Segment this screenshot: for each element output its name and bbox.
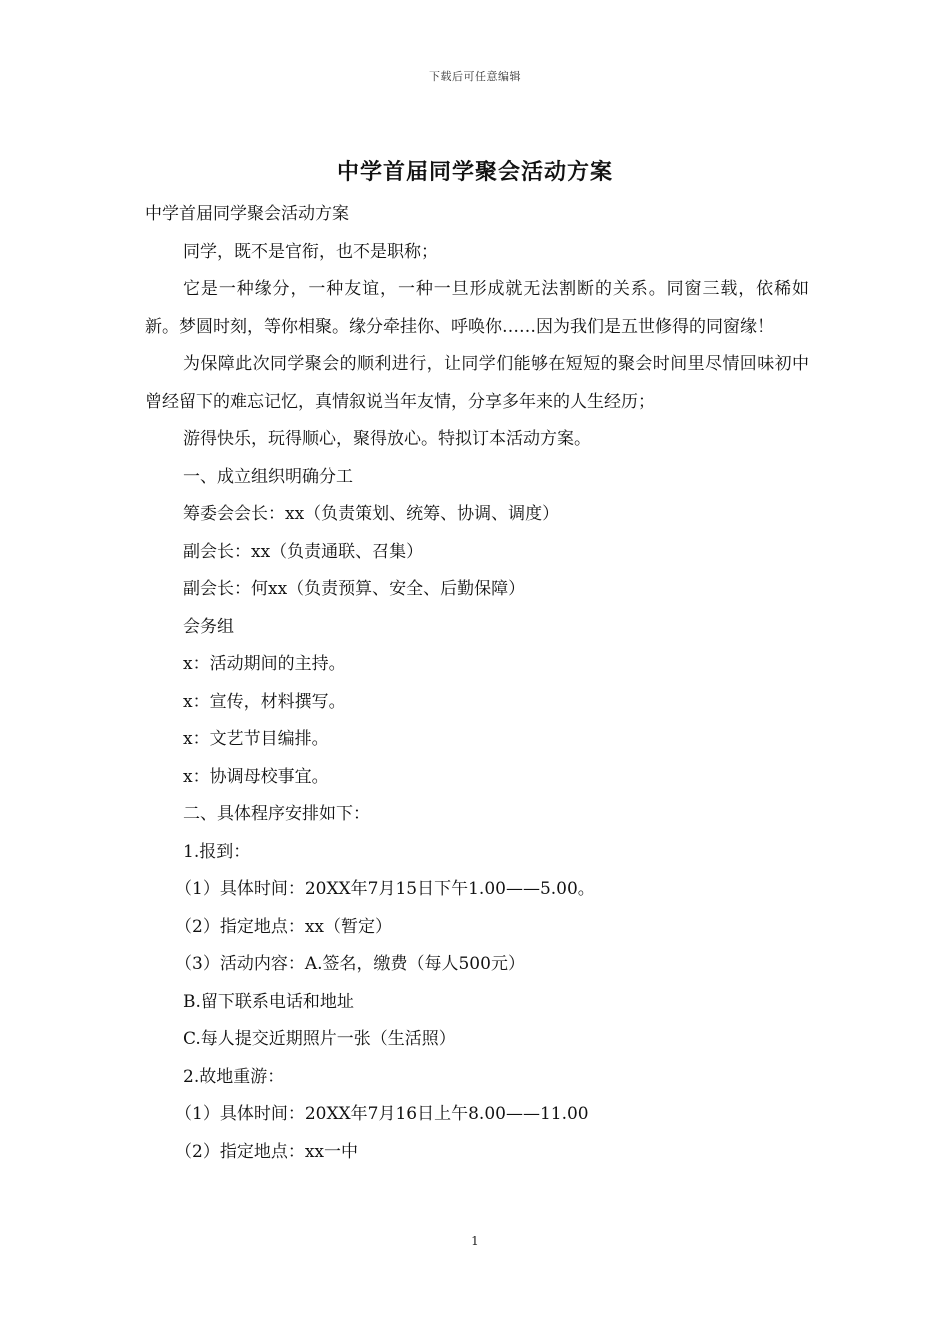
item-1-place: （2）指定地点：xx（暂定） <box>175 916 392 937</box>
paragraph-4: 游得快乐，玩得顺心，聚得放心。特拟订本活动方案。 <box>183 429 591 449</box>
document-subtitle: 中学首届同学聚会活动方案 <box>145 204 349 224</box>
task-item: x：协调母校事宜。 <box>183 766 329 787</box>
section-1-heading: 一、成立组织明确分工 <box>183 466 353 487</box>
document-body <box>145 196 809 1171</box>
paragraph-1: 同学，既不是官衔，也不是职称； <box>183 241 438 262</box>
affairs-group-label: 会务组 <box>183 616 234 637</box>
committee-chair: 筹委会会长：xx（负责策划、统筹、协调、调度） <box>183 504 560 524</box>
vice-chair-1: 副会长：xx（负责通联、召集） <box>183 541 424 562</box>
paragraph-3: 为保障此次同学聚会的顺利进行，让同学们能够在短短的聚会时间里尽情回味初中曾经留下的难忘记忆，真情叙说当年友情，分享多年来的人生经历； <box>145 354 809 412</box>
item-1-label: 1.报到： <box>183 841 251 862</box>
item-1-sub-c: C.每人提交近期照片一张（生活照） <box>183 1029 456 1049</box>
header-note: 下载后可任意编辑 <box>429 70 521 83</box>
item-2-label: 2.故地重游： <box>183 1066 285 1087</box>
section-2-heading: 二、具体程序安排如下： <box>183 804 370 824</box>
task-item: x：活动期间的主持。 <box>183 654 346 674</box>
document-title: 中学首届同学聚会活动方案 <box>336 159 613 185</box>
item-1-content: （3）活动内容：A.签名，缴费（每人500元） <box>175 954 525 974</box>
item-2-place: （2）指定地点：xx一中 <box>175 1141 358 1162</box>
item-1-time: （1）具体时间：20XX年7月15日下午1.00——5.00。 <box>175 879 595 899</box>
paragraph-2: 它是一种缘分，一种友谊，一种一旦形成就无法割断的关系。同窗三载，依稀如新。梦圆时刻，等你相聚。缘分牵挂你、呼唤你……因为我们是五世修得的同窗缘！ <box>145 279 809 337</box>
page-number: 1 <box>471 1234 479 1248</box>
task-item: x：文艺节目编排。 <box>183 729 329 749</box>
item-2-time: （1）具体时间：20XX年7月16日上午8.00——11.00 <box>175 1104 589 1124</box>
item-1-sub-b: B.留下联系电话和地址 <box>183 991 354 1012</box>
vice-chair-2: 副会长：何xx（负责预算、安全、后勤保障） <box>183 579 526 599</box>
task-item: x：宣传，材料撰写。 <box>183 691 346 712</box>
